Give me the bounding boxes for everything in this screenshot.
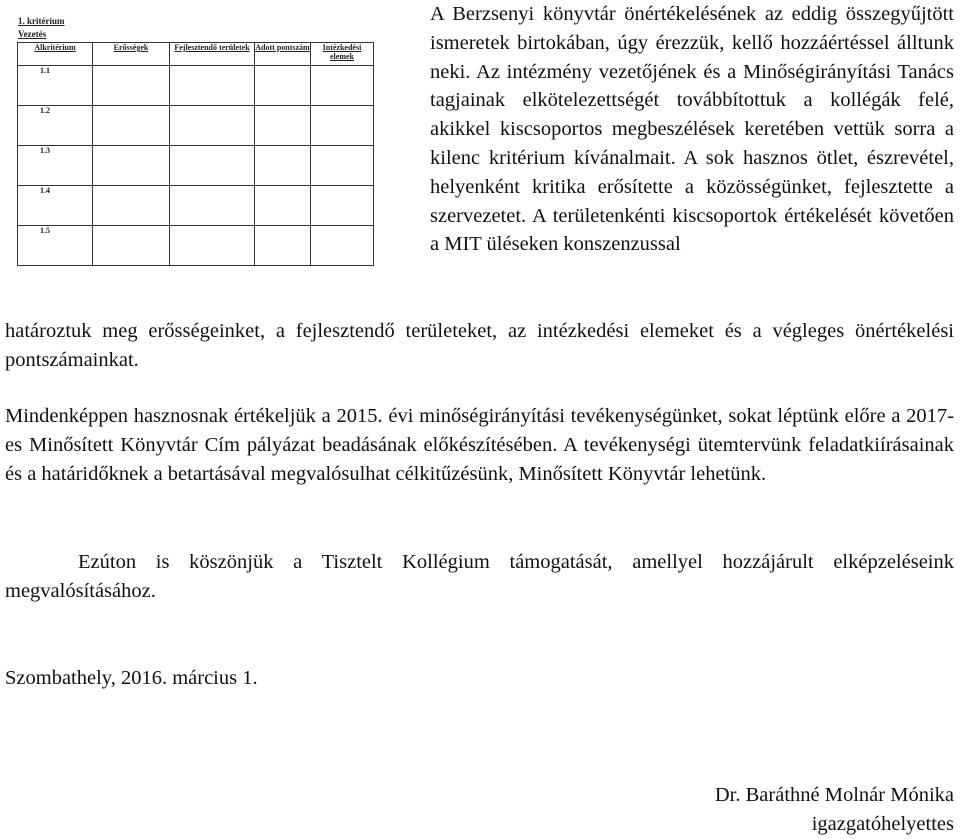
place-date: Szombathely, 2016. március 1. [5, 667, 258, 689]
table-cell [93, 186, 170, 226]
table-cell [311, 146, 374, 186]
table-cell [170, 66, 255, 106]
table-row [18, 106, 374, 146]
signature-title: igazgatóhelyettes [811, 813, 954, 835]
embedded-form-image [14, 10, 376, 274]
table-cell [255, 226, 311, 266]
signature-name: Dr. Baráthné Molnár Mónika [714, 784, 954, 806]
table-cell [93, 66, 170, 106]
row-label: 1.4 [18, 186, 93, 226]
table-cell [93, 146, 170, 186]
table-row [18, 226, 374, 266]
paragraph-intro: A Berzsenyi könyvtár önértékelésének az eddig összegyűjtött ismeretek birtokában, úgy érezzük, kellő hozzáértéssel álltunk neki. Az intézmény vezetőjének és a Minőségirányítási Tanács tagjainak elkötelezettségét továbbítottuk a kollégák felé, akikkel kiscsoportos megbeszélések keretében vettük sorra a kilenc kritérium kívánalmait. A sok hasznos ötlet, észrevétel, helyenként kritika erősítette a közösségünket, fejlesztette a szervezetet. A területenkénti kiscsoportok értékelését követően a MIT üléseken konszenzussal [430, 3, 954, 256]
column-header: Intézkedési elemek [311, 43, 374, 66]
paragraph-intro-continued: határoztuk meg erősségeinket, a fejlesztendő területeket, az intézkedési elemeket és a végleges önértékelési pontszámainkat. [5, 320, 954, 371]
row-label: 1.5 [18, 226, 93, 266]
table-cell [170, 226, 255, 266]
column-header: Fejlesztendő területek [170, 43, 255, 66]
column-header: Erősségek [93, 43, 170, 66]
row-label: 1.1 [18, 66, 93, 106]
table-cell [311, 186, 374, 226]
table-cell [311, 106, 374, 146]
column-header: Alkritérium [18, 43, 93, 66]
table-cell [170, 146, 255, 186]
table-cell [93, 106, 170, 146]
table-row [18, 146, 374, 186]
table-cell [255, 146, 311, 186]
table-cell [311, 66, 374, 106]
table-cell [170, 106, 255, 146]
paragraph-thanks: Ezúton is köszönjük a Tisztelt Kollégium támogatását, amellyel hozzájárult elképzeléseink megvalósításához. [5, 551, 954, 602]
form-subtitle: Vezetés [18, 29, 47, 39]
table-cell [255, 106, 311, 146]
row-label: 1.3 [18, 146, 93, 186]
paragraph-evaluation: Mindenképpen hasznosnak értékeljük a 2015. évi minőségirányítási tevékenységünket, sokat léptünk előre a 2017-es Minősített Könyvtár Cím pályázat beadásának előkészítésében. A tevékenységi ütemtervünk feladatkiírásainak és a határidőknek a betartásával megvalósulhat célkitűzésünk, Minősített Könyvtár lehetünk. [5, 405, 954, 485]
table-cell [255, 66, 311, 106]
row-label: 1.2 [18, 106, 93, 146]
form-title: 1. kritérium [18, 16, 65, 26]
table-cell [93, 226, 170, 266]
table-row [18, 186, 374, 226]
table-cell [311, 226, 374, 266]
table-header-row [18, 43, 374, 66]
table-row [18, 66, 374, 106]
form-table [17, 42, 374, 266]
table-cell [255, 186, 311, 226]
column-header: Adott pontszám [255, 43, 311, 66]
table-cell [170, 186, 255, 226]
